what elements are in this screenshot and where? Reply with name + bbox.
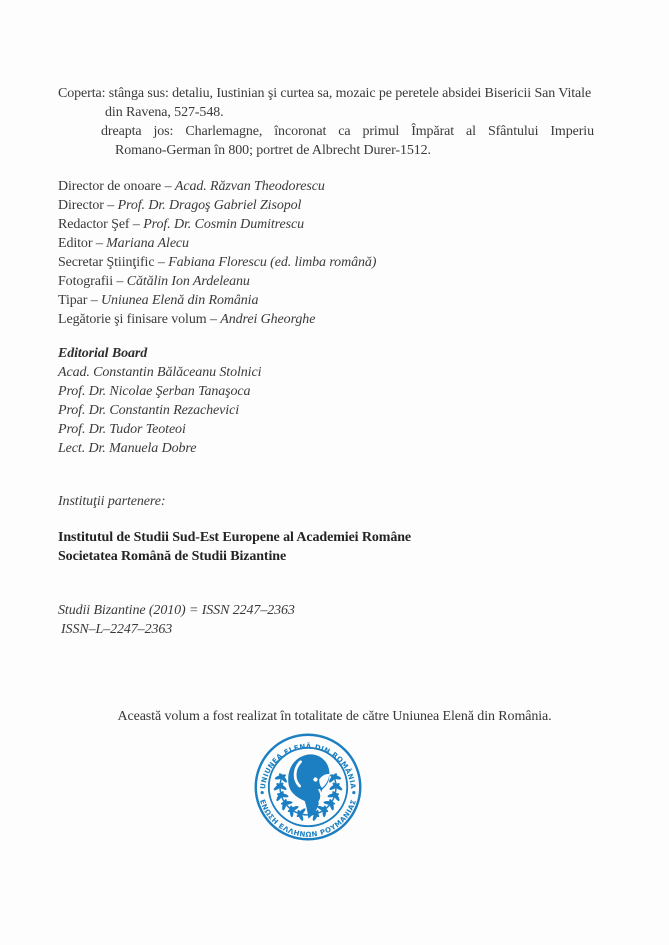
partners-label: Instituţii partenere: bbox=[58, 494, 166, 509]
staff-name: Cătălin Ion Ardeleanu bbox=[126, 274, 250, 289]
staff-name: Uniunea Elenă din România bbox=[101, 293, 259, 308]
staff-role: Redactor Şef bbox=[58, 217, 130, 232]
staff-row bbox=[58, 272, 594, 291]
staff-row bbox=[58, 253, 594, 272]
staff-name: Acad. Răzvan Theodorescu bbox=[174, 179, 325, 194]
editorial-board-member: Prof. Dr. Constantin Rezachevici bbox=[58, 403, 239, 418]
cover-note-line3: dreapta jos: Charlemagne, încoronat ca primul Împărat al Sfântului Imperiu bbox=[101, 124, 594, 139]
credit-line: Această volum a fost realizat în totalitate de către Uniunea Elenă din România. bbox=[117, 709, 552, 724]
dash-separator: – bbox=[90, 293, 98, 308]
editorial-board bbox=[58, 344, 594, 458]
issn-line2: ISSN–L–2247–2363 bbox=[61, 622, 173, 637]
staff-role: Legătorie şi finisare volum bbox=[58, 312, 207, 327]
seal-dot-left bbox=[261, 791, 264, 794]
editorial-board-member: Prof. Dr. Nicolae Şerban Tanaşoca bbox=[58, 384, 251, 399]
dash-separator: – bbox=[132, 217, 140, 232]
staff-role: Fotografii bbox=[58, 274, 113, 289]
partners-list bbox=[58, 528, 594, 566]
issn-block bbox=[58, 601, 594, 639]
seal-arc-text-top: UNIUNEA ELENĂ DIN ROMÂNIA bbox=[259, 742, 357, 790]
cover-note bbox=[58, 84, 594, 160]
staff-role: Director de onoare bbox=[58, 179, 162, 194]
staff-name: Prof. Dr. Cosmin Dumitrescu bbox=[143, 217, 304, 232]
staff-role: Director bbox=[58, 198, 104, 213]
staff-row bbox=[58, 310, 594, 329]
partner-institution: Institutul de Studii Sud-Est Europene al Academiei Române bbox=[58, 530, 412, 545]
seal-arc-text-bottom: ΕΝΩΣΗ ΕΛΛΗΝΩΝ ΡΟΥΜΑΝΙΑΣ bbox=[257, 798, 359, 839]
seal-dot-right bbox=[352, 791, 355, 794]
staff-role: Editor bbox=[58, 236, 93, 251]
issn-line1: Studii Bizantine (2010) = ISSN 2247–2363 bbox=[58, 603, 295, 618]
editorial-board-member: Lect. Dr. Manuela Dobre bbox=[58, 441, 197, 456]
staff-name: Andrei Gheorghe bbox=[220, 312, 316, 327]
dash-separator: – bbox=[209, 312, 217, 327]
staff-list bbox=[58, 177, 594, 329]
staff-name: Mariana Alecu bbox=[106, 236, 189, 251]
staff-row bbox=[58, 177, 594, 196]
cover-note-line2: din Ravena, 527-548. bbox=[105, 105, 224, 120]
union-seal-icon bbox=[252, 731, 364, 843]
staff-role: Secretar Ştiinţific bbox=[58, 255, 155, 270]
partner-institution: Societatea Română de Studii Bizantine bbox=[58, 549, 287, 564]
staff-row bbox=[58, 234, 594, 253]
editorial-board-title: Editorial Board bbox=[58, 346, 148, 361]
dash-separator: – bbox=[107, 198, 115, 213]
dash-separator: – bbox=[157, 255, 165, 270]
staff-role: Tipar bbox=[58, 293, 88, 308]
editorial-board-member: Prof. Dr. Tudor Teoteoi bbox=[58, 422, 186, 437]
editorial-board-member: Acad. Constantin Bălăceanu Stolnici bbox=[58, 365, 262, 380]
staff-row bbox=[58, 215, 594, 234]
cover-note-line4: Romano-German în 800; portret de Albrecht Durer-1512. bbox=[115, 143, 431, 158]
dash-separator: – bbox=[116, 274, 124, 289]
dash-separator: – bbox=[95, 236, 103, 251]
union-logo bbox=[252, 731, 364, 843]
cover-note-line1: Coperta: stânga sus: detaliu, Iustinian şi curtea sa, mozaic pe peretele absidei Bisericii San Vitale bbox=[58, 86, 592, 101]
staff-name: Fabiana Florescu (ed. limba română) bbox=[168, 255, 377, 270]
staff-row bbox=[58, 291, 594, 310]
staff-row bbox=[58, 196, 594, 215]
dash-separator: – bbox=[164, 179, 172, 194]
staff-name: Prof. Dr. Dragoş Gabriel Zisopol bbox=[117, 198, 302, 213]
